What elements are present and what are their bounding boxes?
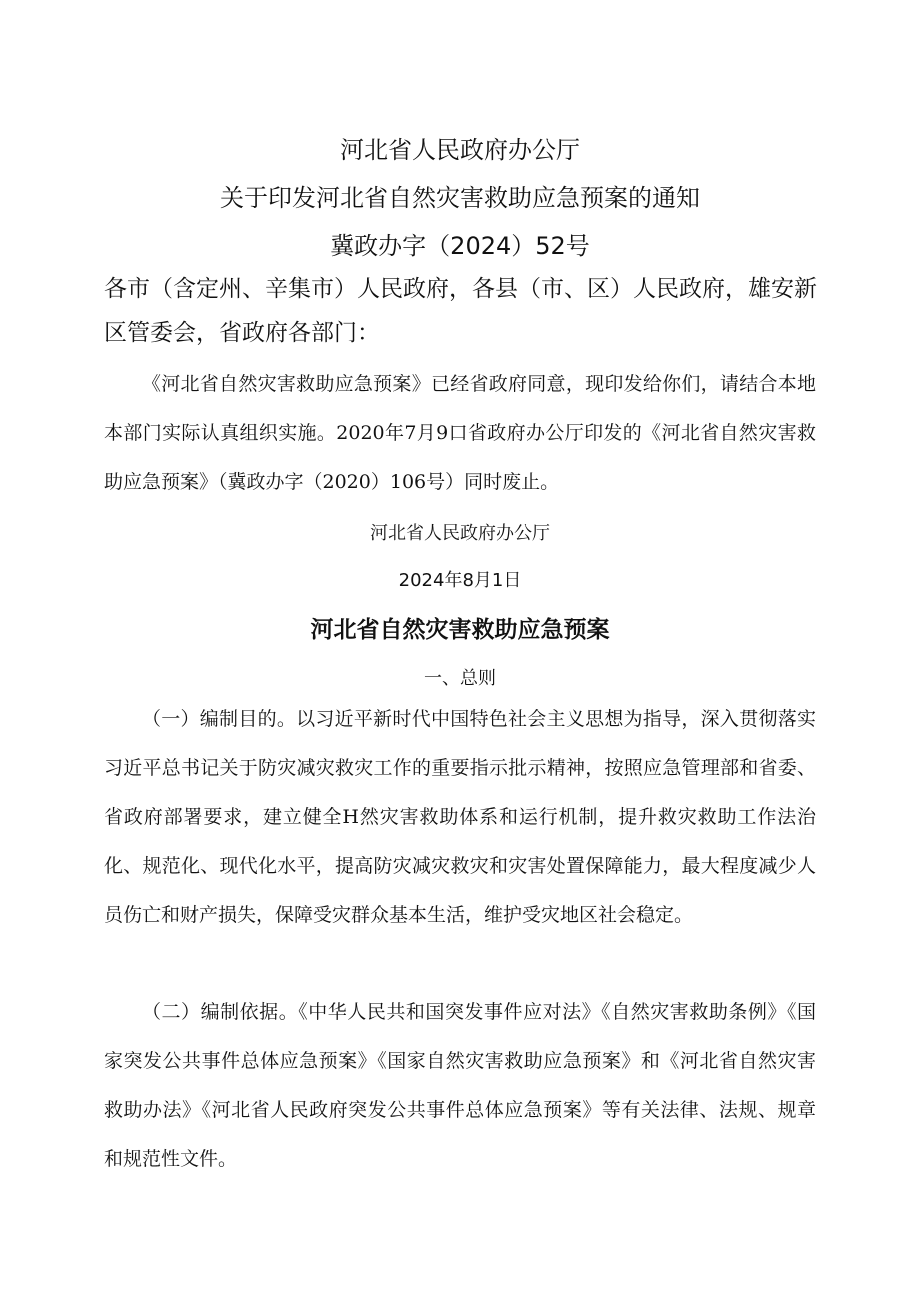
plan-title: 河北省自然灾害救助应急预案	[310, 617, 610, 643]
issuer-heading: 河北省人民政府办公厅	[340, 136, 580, 164]
signature-date: 2024年8月1日	[398, 570, 522, 591]
paragraph-purpose: （一）编制目的。以习近平新时代中国特色社会主义思想为指导，深入贯彻落实习近平总书记关于防灾减灾救灾工作的重要指示批示精神，按照应急管理部和省委、省政府部署要求，建立健全H然灾害救助体系和运行机制，提升救灾救助工作法治化、规范化、现代化水平，提高防灾减灾救灾和灾害处置保障能力，最大程度减少人员伤亡和财产损失，保障受灾群众基本生活，维护受灾地区社会稳定。	[104, 708, 816, 926]
notice-title: 关于印发河北省自然灾害救助应急预案的通知	[220, 184, 700, 212]
section-heading-general: 一、总则	[424, 668, 496, 689]
document-number: 冀政办字（2024）52号	[330, 232, 590, 260]
addressee: 各市（含定州、辛集市）人民政府，各县（市、区）人民政府，雄安新区管委会，省政府各部门：	[104, 276, 817, 346]
notice-body: 《河北省自然灾害救助应急预案》已经省政府同意，现印发给你们，请结合本地本部门实际认真组织实施。2020年7月9口省政府办公厅印发的《河北省自然灾害救助应急预案》（冀政办字（2020）106号）同时废止。	[104, 373, 816, 493]
paragraph-basis: （二）编制依据。《中华人民共和国突发事件应对法》《自然灾害救助条例》《国家突发公共事件总体应急预案》《国家自然灾害救助应急预案》和《河北省自然灾害救助办法》《河北省人民政府突发公共事件总体应急预案》等有关法律、法规、规章和规范性文件。	[104, 1001, 816, 1170]
signature-office: 河北省人民政府办公厅	[370, 523, 550, 544]
